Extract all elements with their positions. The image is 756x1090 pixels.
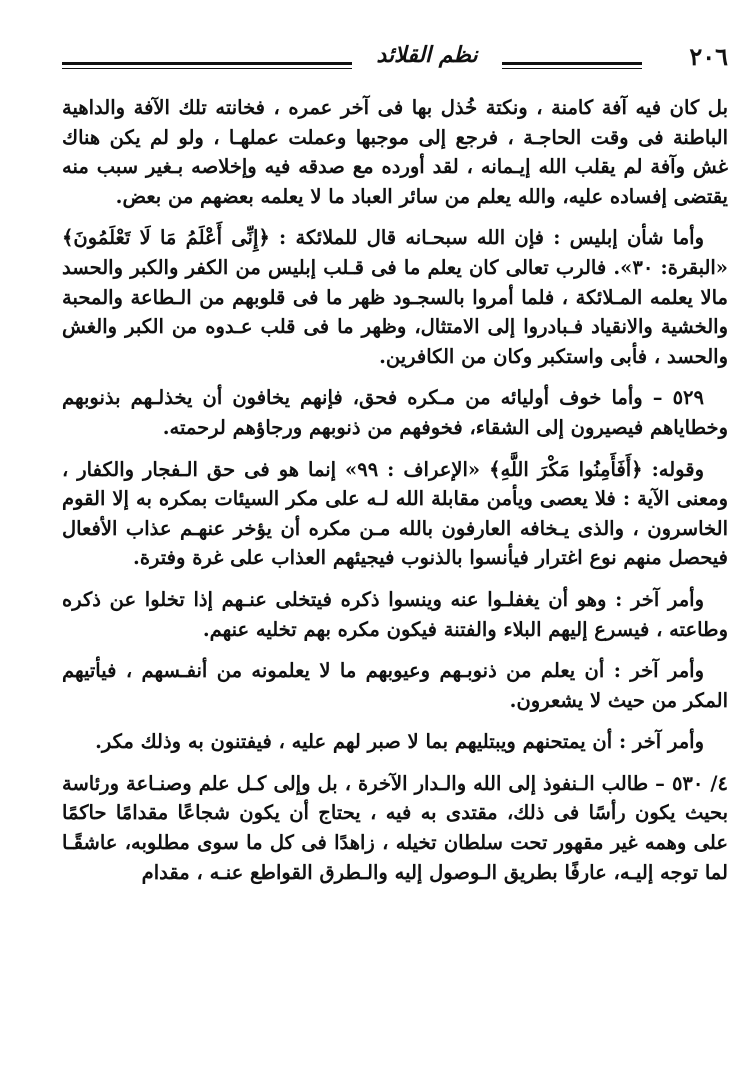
paragraph: وقوله: ﴿أَفَأَمِنُوا مَكْرَ اللَّهِ﴾ «الإعراف : ٩٩» إنما هو فى حق الـفجار والكفار ، ومعنى الآية : فلا يعصى ويأمن مقابلة الله لـه على مكر السيئات بمكره به إلا القوم الخاسرون ، والذى يـخافه العارفون بالله مـن مكره أن يؤخر عنهـم عذاب الأفعال فيحصل منهم نوع اغترار فيأنسوا بالذنوب فيجيئهم العذاب على غرة وفترة. <box>62 457 728 570</box>
paragraph: وأمر آخر : أن يمتحنهم ويبتليهم بما لا صبر لهم عليه ، فيفتنون به وذلك مكر. <box>95 730 704 754</box>
header-rule <box>502 68 642 69</box>
paragraph: ٤/ ٥٣٠ – طالب الـنفوذ إلى الله والـدار الآخرة ، بل وإلى كـل علم وصنـاعة ورئاسة بحيث يكون رأسًا فى ذلك، مقتدى به فيه ، يحتاج أن يكون شجاعًا مقدامًا حاكمًا على وهمه غير مقهور تحت سلطان تخيله ، زاهدًا فى كل ما سوى مطلوبه، عاشقًـا لما توجه إليـه، عارفًا بطريق الـوصول إليه والـطرق القواطع عنـه ، مقدام <box>62 771 728 884</box>
paragraph: ٥٢٩ – وأما خوف أوليائه من مـكره فحق، فإنهم يخافون أن يخذلـهم بذنوبهم وخطاياهم فيصيرون إلى الشقاء، فخوفهم من ذنوبهم ورجاؤهم لرحمته. <box>62 386 728 439</box>
paragraph: وأمر آخر : أن يعلم من ذنوبـهم وعيوبهم ما لا يعلمونه من أنفـسهم ، فيأتيهم المكر من حيث لا يشعرون. <box>62 659 728 712</box>
header-rule <box>62 62 352 65</box>
paragraph: وأما شأن إبليس : فإن الله سبحـانه قال للملائكة : ﴿إِنِّى أَعْلَمُ مَا لَا تَعْلَمُونَ﴾ «البقرة: ٣٠». فالرب تعالى كان يعلم ما فى قـلب إبليس من الكفر والكبر والحسد مالا يعلمه المـلائكة ، فلما أمروا بالسجـود ظهر ما فى قلوبهم من الـطاعة والمحبة والخشية والانقياد فـبادروا إلى الامتثال، وظهر ما فى قلب عـدوه من الكبر والغش والحسد ، فأبى واستكبر وكان من الكافرين. <box>62 226 728 368</box>
book-title: نظم القلائد <box>376 42 478 68</box>
page-header <box>62 34 728 84</box>
header-rule <box>62 68 352 69</box>
paragraph: وأمر آخر : وهو أن يغفلـوا عنه وينسوا ذكره فيتخلى عنـهم إذا تخلوا عن ذكره وطاعته ، فيسرع إليهم البلاء والفتنة فيكون مكره بهم تخليه عنهم. <box>62 587 728 641</box>
page-body <box>62 93 728 899</box>
paragraph: بل كان فيه آفة كامنة ، ونكتة خُذل بها فى آخر عمره ، فخانته تلك الآفة والداهية الباطنة فى وقت الحاجـة ، فرجع إلى موجبها وعملت عملهـا ، ولو لم يكن هناك غش وآفة لم يقلب الله إيـمانه ، لقد أورده مع صدقه فيه وإخلاصه بـغير سبب منه يقتضى إفساده عليه، والله يعلم من سائر العباد ما لا يعلمه بعضهم من بعض. <box>62 96 728 208</box>
header-rule <box>502 62 642 65</box>
page-number: ٢٠٦ <box>689 42 728 71</box>
